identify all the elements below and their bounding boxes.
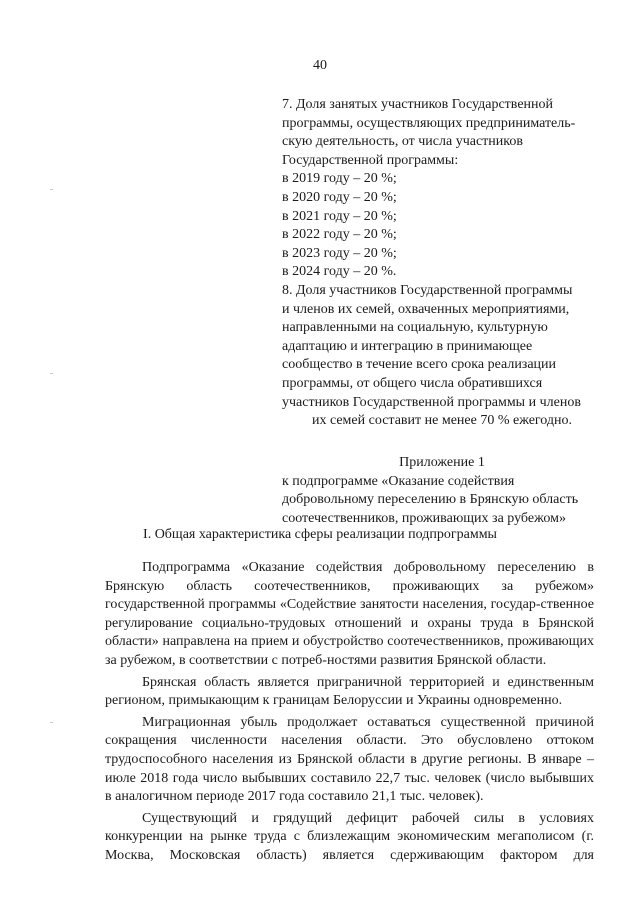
- indicator-8-line: направленными на социальную, культурную: [282, 320, 548, 336]
- indicator-8-line: 8. Доля участников Государственной программы: [282, 282, 573, 298]
- appendix-subtitle-line: соотечественников, проживающих за рубежом»: [282, 510, 566, 526]
- year-value: в 2019 году – 20 %;: [282, 171, 397, 187]
- paragraph: Брянская область является приграничной территорией и единственным регионом, примыкающим к границам Белоруссии и Украины одновременно.: [105, 674, 594, 709]
- indicator-8-line: адаптацию и интеграцию в принимающее: [282, 338, 533, 354]
- year-value: в 2023 году – 20 %;: [282, 245, 397, 261]
- section-title: I. Общая характеристика сферы реализации подпрограммы: [143, 527, 497, 542]
- appendix-subtitle-line: добровольному переселению в Брянскую область: [282, 492, 579, 508]
- indicator-7-line: скую деятельность, от числа участников: [282, 134, 523, 150]
- indicator-8-line: сообщество в течение всего срока реализации: [282, 357, 557, 373]
- indicator-8-line: их семей составит не менее 70 % ежегодно.: [311, 413, 573, 429]
- indicators-block: [282, 96, 602, 431]
- page-number: 40: [313, 58, 327, 73]
- scan-mark: [50, 722, 53, 723]
- body-text: [105, 559, 594, 866]
- paragraph: Существующий и грядущий дефицит рабочей силы в условиях конкуренции на рынке труда с близлежащим экономическим мегаполисом (г. Москва, Московская область) является сдерживающим фактором для: [105, 810, 594, 863]
- indicator-7-line: программы, осуществляющих предприниматель-: [282, 115, 576, 131]
- year-value: в 2020 году – 20 %;: [282, 189, 397, 205]
- paragraph: Подпрограмма «Оказание содействия добровольному переселению в Брянскую область соотечественников, проживающих за рубежом» государственной программы «Содействие занятости населения, государ-ственное регулирование социально-трудовых отношений и охраны труда в Брянской области» направлена на прием и обустройство соотечественников, проживающих за рубежом, в соответствии с потреб-ностями развития Брянской области.: [105, 560, 594, 668]
- year-value: в 2024 году – 20 %.: [282, 264, 397, 280]
- indicator-7-line: Государственной программы:: [282, 152, 459, 168]
- paragraph: Миграционная убыль продолжает оставаться существенной причиной сокращения численности населения области. Это обусловлено оттоком трудоспособного населения из Брянской области в другие регионы. В январе – июле 2018 года число выбывших составило 22,7 тыс. человек (число выбывших в аналогичном периоде 2017 года составило 21,1 тыс. человек).: [105, 714, 594, 805]
- indicator-8-line: и членов их семей, охваченных мероприятиями,: [282, 301, 570, 317]
- indicator-8-line: программы, от общего числа обратившихся: [282, 375, 543, 391]
- scan-mark: [50, 373, 53, 374]
- year-value: в 2022 году – 20 %;: [282, 227, 397, 243]
- indicator-8-line: участников Государственной программы и членов: [282, 394, 581, 410]
- indicator-7-line: 7. Доля занятых участников Государственной: [282, 97, 554, 112]
- year-value: в 2021 году – 20 %;: [282, 208, 397, 224]
- appendix-subtitle-line: к подпрограмме «Оказание содействия: [282, 473, 515, 489]
- appendix-header: [282, 454, 602, 528]
- appendix-title: Приложение 1: [399, 455, 485, 470]
- scan-mark: [50, 189, 53, 190]
